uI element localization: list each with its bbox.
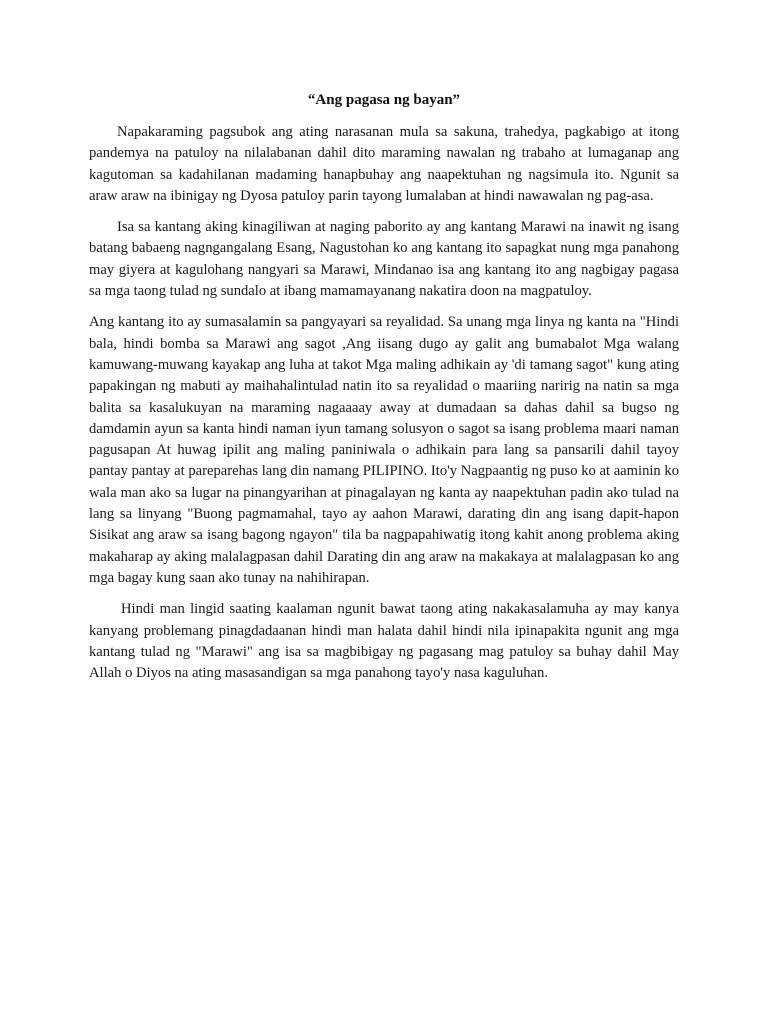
document-body: [89, 122, 679, 694]
paragraph-1: Napakaraming pagsubok ang ating narasanan mula sa sakuna, trahedya, pagkabigo at itong pandemya na patuloy na nilalabanan dahil dito maraming nawalan ng trabaho at lumaganap ang kagutoman sa kadahilanan madaming hanapbuhay ang naapektuhan ng nagsimula ito. Ngunit sa araw araw na ibinigay ng Dyosa patuloy parin tayong lumalaban at hindi nawawalan ng pag-asa.: [89, 124, 679, 204]
paragraph-2: Isa sa kantang aking kinagiliwan at naging paborito ay ang kantang Marawi na inawit ng isang batang babaeng nagngangalang Esang, Nagustohan ko ang kantang ito sapagkat nung mga panahong may giyera at kagulohang nangyari sa Marawi, Mindanao isa ang kantang ito ang nagbigay pagasa sa mga taong tulad ng sundalo at ibang mamamayanang nakatira doon na magpatuloy.: [89, 219, 679, 300]
paragraph-3: Ang kantang ito ay sumasalamin sa pangyayari sa reyalidad. Sa unang mga linya ng kanta na "Hindi bala, hindi bomba sa Marawi ang sagot ,Ang iisang dugo ay galit ang bumabalot Mga walang kamuwang-muwang kayakap ang luha at takot Mga maling adhikain ay 'di tamang sagot" kung ating papakingan ng mabuti ay maihahalintulad natin ito sa reyalidad o maariing naririg na natin sa mga balita sa kasalukuyan na maraming nagaaaay away at dumadaan sa dahas dahil sa bugso ng damdamin ayun sa kanta hindi naman iyun tamang solusyon o sagot sa isang problema maari naman pagusapan At huwag ipilit ang maling paniniwala o adhikain para lang sa pansarili dahil tayoy pantay pantay at pareparehas lang din namang PILIPINO. Ito'y Nagpaantig ng puso ko at aaminin ko wala man ako sa lugar na pinangyarihan at pinagalayan ng kanta ay naapektuhan padin ako tulad na lang sa linyang "Buong pagmamahal, tayo ay aahon Marawi, darating din ang isang dapit-hapon Sisikat ang araw sa isang bagong ngayon" tila ba nagpapahiwatig itong kahit anong problema aking makaharap ay aking malalagpasan dahil Darating din ang araw na makakaya at malalagpasan ko ang mga bagay kung saan ako tunay na nahihirapan.: [89, 314, 679, 586]
paragraph-4: Hindi man lingid saating kaalaman ngunit bawat taong ating nakakasalamuha ay may kanya kanyang problemang pinagdadaanan hindi man halata dahil hindi nila ipinapakita ngunit ang mga kantang tulad ng "Marawi" ang isa sa magbibigay ng pagasang mag patuloy sa buhay dahil May Allah o Diyos na ating masasandigan sa mga panahong tayo'y nasa kaguluhan.: [89, 601, 679, 682]
document-title: “Ang pagasa ng bayan”: [307, 92, 461, 108]
